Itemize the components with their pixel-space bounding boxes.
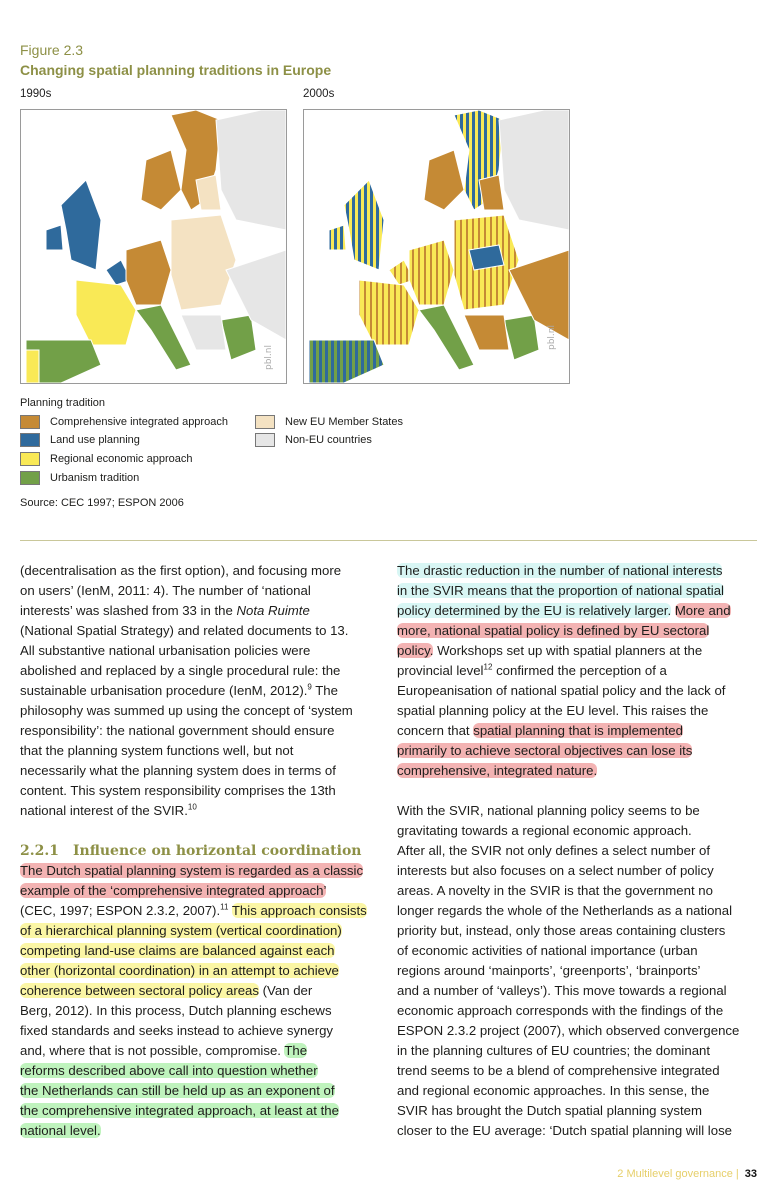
highlight-pink: example of the ‘comprehensive integrated approach’ [20,883,327,898]
text-line [397,641,765,661]
text-segment: confirmed the perception of a [492,663,667,678]
text-line [20,681,388,701]
text-segment: closer to the EU average: ‘Dutch spatial planning will lose [397,1123,732,1138]
section-heading: 2.2.1 Influence on horizontal coordination [20,843,362,859]
text-segment: and a number of ‘valleys’). This move towards a regional [397,983,727,998]
text-line [397,941,765,961]
footnote-ref: 11 [220,902,229,912]
figure-source: Source: CEC 1997; ESPON 2006 [20,497,184,509]
text-segment: The [311,683,338,698]
text-line [20,901,388,921]
highlight-pink: More and [674,603,731,618]
text-segment: longer regards the whole of the Netherlands as a national [397,903,733,918]
highlight-pink: more, national spatial policy is defined by EU sectoral [397,623,710,638]
text-segment: Workshops set up with spatial planners at the [433,643,703,658]
highlight-yellow: This approach consists [231,903,367,918]
text-segment: Europeanisation of national spatial policy and the lack of [397,683,726,698]
text-line [397,701,765,721]
text-line [20,701,388,721]
text-line [397,861,765,881]
text-line [397,561,765,581]
text-line [397,821,765,841]
text-segment: of economic activities of national importance (urban [397,943,698,958]
watermark: pbl.nl [547,325,557,350]
text-line [20,961,388,981]
highlight-green: the Netherlands can still be held up as an exponent of [20,1083,335,1098]
text-segment: provincial level [397,663,484,678]
text-line [397,621,765,641]
text-segment: sustainable urbanisation procedure (IenM, 2012). [20,683,308,698]
page-number: 33 [744,1168,757,1180]
text-line [397,961,765,981]
text-segment: (decentralisation as the first option), and focusing more [20,563,342,578]
legend-item-regional: Regional economic approach [20,452,192,466]
text-segment: gravitating towards a regional economic approach. [397,823,692,838]
text-segment: fixed standards and seeks instead to achieve synergy [20,1023,334,1038]
highlight-yellow: of a hierarchical planning system (vertical coordination) [20,923,342,938]
highlight-yellow: other (horizontal coordination) in an attempt to achieve [20,963,339,978]
footer-section: 2 Multilevel governance | [617,1168,739,1180]
text-segment: concern that [397,723,474,738]
text-line [397,581,765,601]
text-segment: content. This system responsibility comprises the 13th [20,783,336,798]
highlight-pink: primarily to achieve sectoral objectives can lose its [397,743,693,758]
text-segment: areas. A novelty in the SVIR is that the government no [397,883,713,898]
text-line [397,661,765,681]
text-segment: in the planning cultures of EU countries; the dominant [397,1043,711,1058]
text-line [20,1001,388,1021]
text-line [397,741,765,761]
text-segment: After all, the SVIR not only defines a select number of [397,843,711,858]
legend-title: Planning tradition [20,397,106,409]
text-line [397,841,765,861]
figure-number: Figure 2.3 [20,42,84,58]
swatch-icon [20,415,40,429]
footnote-ref: 12 [483,662,493,672]
text-segment: (CEC, 1997; ESPON 2.3.2, 2007). [20,903,221,918]
text-segment: Nota Ruimte [236,603,310,618]
map-2000s [303,109,570,384]
text-line [20,821,388,841]
text-line [397,981,765,1001]
text-line [20,981,388,1001]
figure-title: Changing spatial planning traditions in Europe [20,62,332,78]
text-segment: SVIR has brought the Dutch spatial planning system [397,1103,702,1118]
text-line [20,1021,388,1041]
text-line [20,781,388,801]
footnote-ref: 10 [187,802,197,812]
text-segment: economic approach corresponds with the findings of the [397,1003,724,1018]
highlight-yellow: competing land-use claims are balanced against each [20,943,335,958]
text-line [20,1081,388,1101]
text-line [20,941,388,961]
text-line [397,1081,765,1101]
map-label-1990s: 1990s [20,88,52,100]
text-segment: trend seems to be a blend of comprehensive integrated [397,1063,720,1078]
legend-item-comprehensive: Comprehensive integrated approach [20,415,228,429]
text-line [20,581,388,601]
highlight-green: national level. [20,1123,101,1138]
text-line [20,601,388,621]
text-segment: priority but, instead, only those areas containing clusters [397,923,726,938]
text-line [397,1021,765,1041]
highlight-cyan: The drastic reduction in the number of national interests [397,563,723,578]
highlight-pink: comprehensive, integrated nature. [397,763,598,778]
text-line [397,1061,765,1081]
text-line [397,781,765,801]
text-line [397,601,765,621]
text-line [397,1101,765,1121]
text-segment: regions around ‘mainports’, ‘greenports’, ‘brainports’ [397,963,701,978]
text-line [20,1041,388,1061]
text-line [397,681,765,701]
text-line [20,641,388,661]
text-segment: philosophy was summed up using the concept of ‘system [20,703,353,718]
text-line [20,921,388,941]
map-1990s [20,109,287,384]
text-segment: abolished and replaced by a single procedural rule: the [20,663,341,678]
footnote-ref: 9 [307,682,312,692]
highlight-cyan: in the SVIR means that the proportion of national spatial [397,583,724,598]
text-line [397,721,765,741]
swatch-icon [20,471,40,485]
text-line [397,761,765,781]
text-line [397,1121,765,1141]
europe-map-2000s [304,110,569,383]
highlight-pink: policy. [397,643,434,658]
text-segment: and, where that is not possible, compromise. [20,1043,285,1058]
text-line [20,1101,388,1121]
text-line [397,881,765,901]
legend [20,397,105,413]
text-segment: (National Spatial Strategy) and related documents to 13. [20,623,349,638]
highlight-pink: spatial planning that is implemented [473,723,683,738]
legend-item-urbanism: Urbanism tradition [20,471,139,485]
europe-map-1990s [21,110,286,383]
right-column [397,561,765,1141]
text-segment: ESPON 2.3.2 project (2007), which observed convergence [397,1023,740,1038]
text-line [20,881,388,901]
text-line [20,1061,388,1081]
text-segment: (Van der [258,983,313,998]
legend-item-land-use: Land use planning [20,433,140,447]
text-line [20,861,388,881]
swatch-icon [255,415,275,429]
text-line [397,1001,765,1021]
text-line [20,621,388,641]
highlight-green: reforms described above call into question whether [20,1063,318,1078]
text-line [20,721,388,741]
text-segment: All substantive national urbanisation policies were [20,643,311,658]
watermark: pbl.nl [264,345,274,370]
swatch-icon [20,452,40,466]
left-column [20,561,388,1141]
highlight-green: The [284,1043,308,1058]
text-line [397,921,765,941]
text-segment: interests but also focuses on a select number of policy [397,863,714,878]
text-segment: Berg, 2012). In this process, Dutch planning eschews [20,1003,332,1018]
text-line [397,1041,765,1061]
map-label-2000s: 2000s [303,88,335,100]
legend-item-new-eu: New EU Member States [255,415,403,429]
text-line [397,801,765,821]
swatch-icon [255,433,275,447]
text-line [20,1121,388,1141]
text-segment: that the planning system functions well, but not [20,743,294,758]
highlight-yellow: coherence between sectoral policy areas [20,983,259,998]
highlight-pink: The Dutch spatial planning system is regarded as a classic [20,863,364,878]
text-line [20,661,388,681]
text-segment: interests’ was slashed from 33 in the [20,603,237,618]
text-line [397,901,765,921]
text-segment: national interest of the SVIR. [20,803,188,818]
text-segment: spatial planning policy at the EU level. This raises the [397,703,709,718]
text-line [20,561,388,581]
highlight-cyan: policy determined by the EU is relatively larger. [397,603,672,618]
text-line [20,801,388,821]
page-footer [617,1168,757,1180]
text-line [20,741,388,761]
text-segment: necessarily what the planning system does in terms of [20,763,336,778]
highlight-green: the comprehensive integrated approach, at least at the [20,1103,339,1118]
divider [20,540,757,541]
text-line [20,761,388,781]
text-segment: and regional economic approaches. In this sense, the [397,1083,710,1098]
text-segment: on users’ (IenM, 2011: 4). The number of ‘national [20,583,311,598]
legend-item-non-eu: Non-EU countries [255,433,372,447]
text-segment: With the SVIR, national planning policy seems to be [397,803,700,818]
swatch-icon [20,433,40,447]
text-segment: responsibility’: the national government should ensure [20,723,335,738]
